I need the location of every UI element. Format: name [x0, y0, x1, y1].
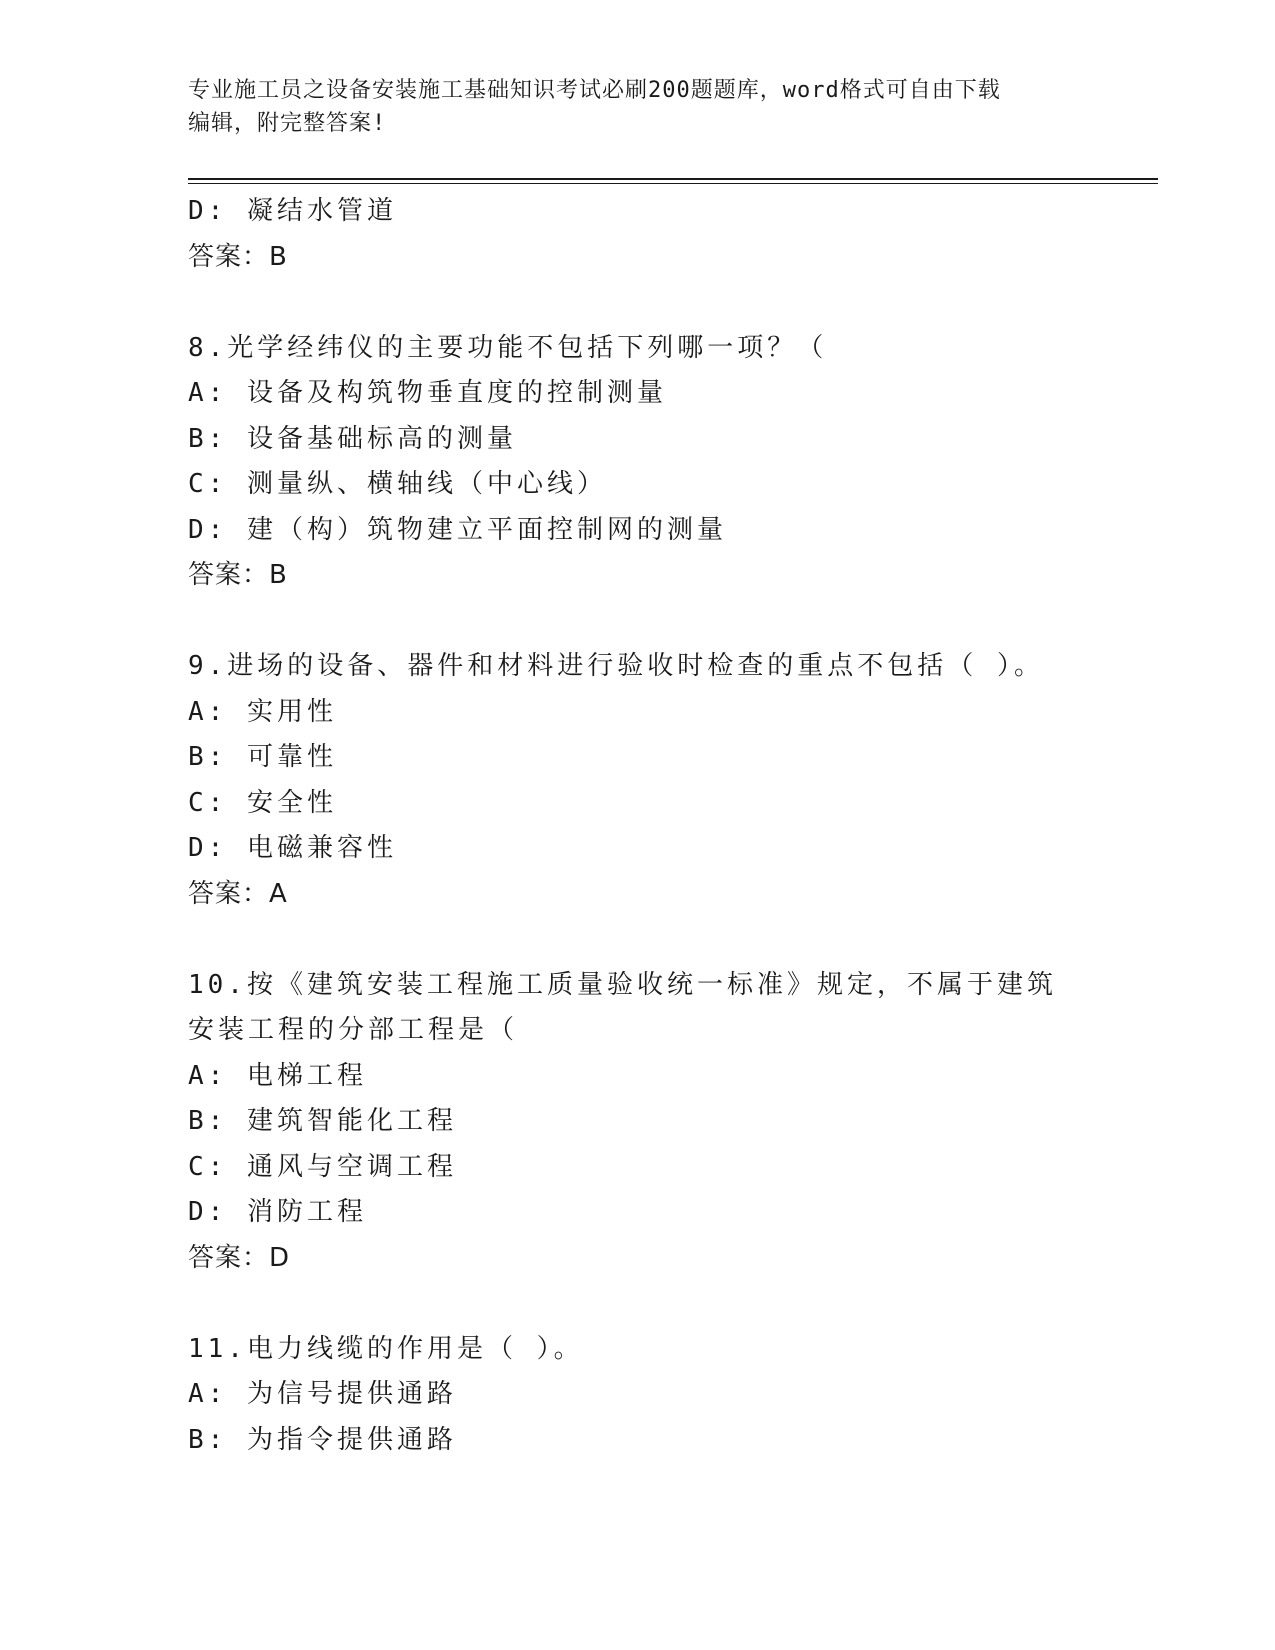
option-c: C: 安全性 [188, 787, 337, 818]
question-10 [188, 963, 1088, 1282]
spacer [188, 1281, 1088, 1327]
option-d: D: 凝结水管道 [188, 196, 397, 226]
spacer [188, 917, 1088, 963]
spacer [188, 599, 1088, 645]
answer: 答案：B [188, 560, 288, 590]
option-b: B: 可靠性 [188, 742, 337, 772]
question-text: 10.按《建筑安装工程施工质量验收统一标准》规定，不属于建筑安装工程的分部工程是（ [188, 969, 1057, 1045]
option-d: D: 电磁兼容性 [188, 833, 397, 863]
option-a: A: 实用性 [188, 696, 337, 727]
document-header [188, 74, 1088, 140]
header-title-line-1: 专业施工员之设备安装施工基础知识考试必刷200题题库，word格式可自由下载 [188, 78, 1001, 103]
option-b: B: 为指令提供通路 [188, 1424, 457, 1455]
option-b: B: 设备基础标高的测量 [188, 423, 517, 454]
question-text: 11.电力线缆的作用是（ ）。 [188, 1333, 584, 1364]
answer: 答案：B [188, 241, 288, 272]
question-11 [188, 1327, 1088, 1464]
option-c: C: 测量纵、横轴线（中心线） [188, 469, 607, 499]
spacer [188, 280, 1088, 326]
question-7-tail [188, 189, 1088, 280]
option-d: D: 消防工程 [188, 1197, 367, 1227]
header-title-line-2: 编辑，附完整答案! [188, 111, 387, 136]
question-list [188, 189, 1088, 1463]
question-text: 9.进场的设备、器件和材料进行验收时检查的重点不包括（ ）。 [188, 651, 1044, 681]
header-divider-thick [188, 178, 1158, 180]
option-a: A: 电梯工程 [188, 1060, 367, 1091]
option-a: A: 设备及构筑物垂直度的控制测量 [188, 378, 667, 408]
answer: 答案：D [188, 1242, 291, 1273]
question-8 [188, 326, 1088, 599]
option-b: B: 建筑智能化工程 [188, 1106, 457, 1136]
header-divider-thin [188, 183, 1158, 184]
question-9 [188, 644, 1088, 917]
question-text: 8.光学经纬仪的主要功能不包括下列哪一项？（ [188, 332, 828, 363]
option-a: A: 为信号提供通路 [188, 1379, 457, 1409]
option-c: C: 通风与空调工程 [188, 1151, 457, 1182]
answer: 答案：A [188, 878, 288, 909]
option-d: D: 建（构）筑物建立平面控制网的测量 [188, 514, 727, 545]
